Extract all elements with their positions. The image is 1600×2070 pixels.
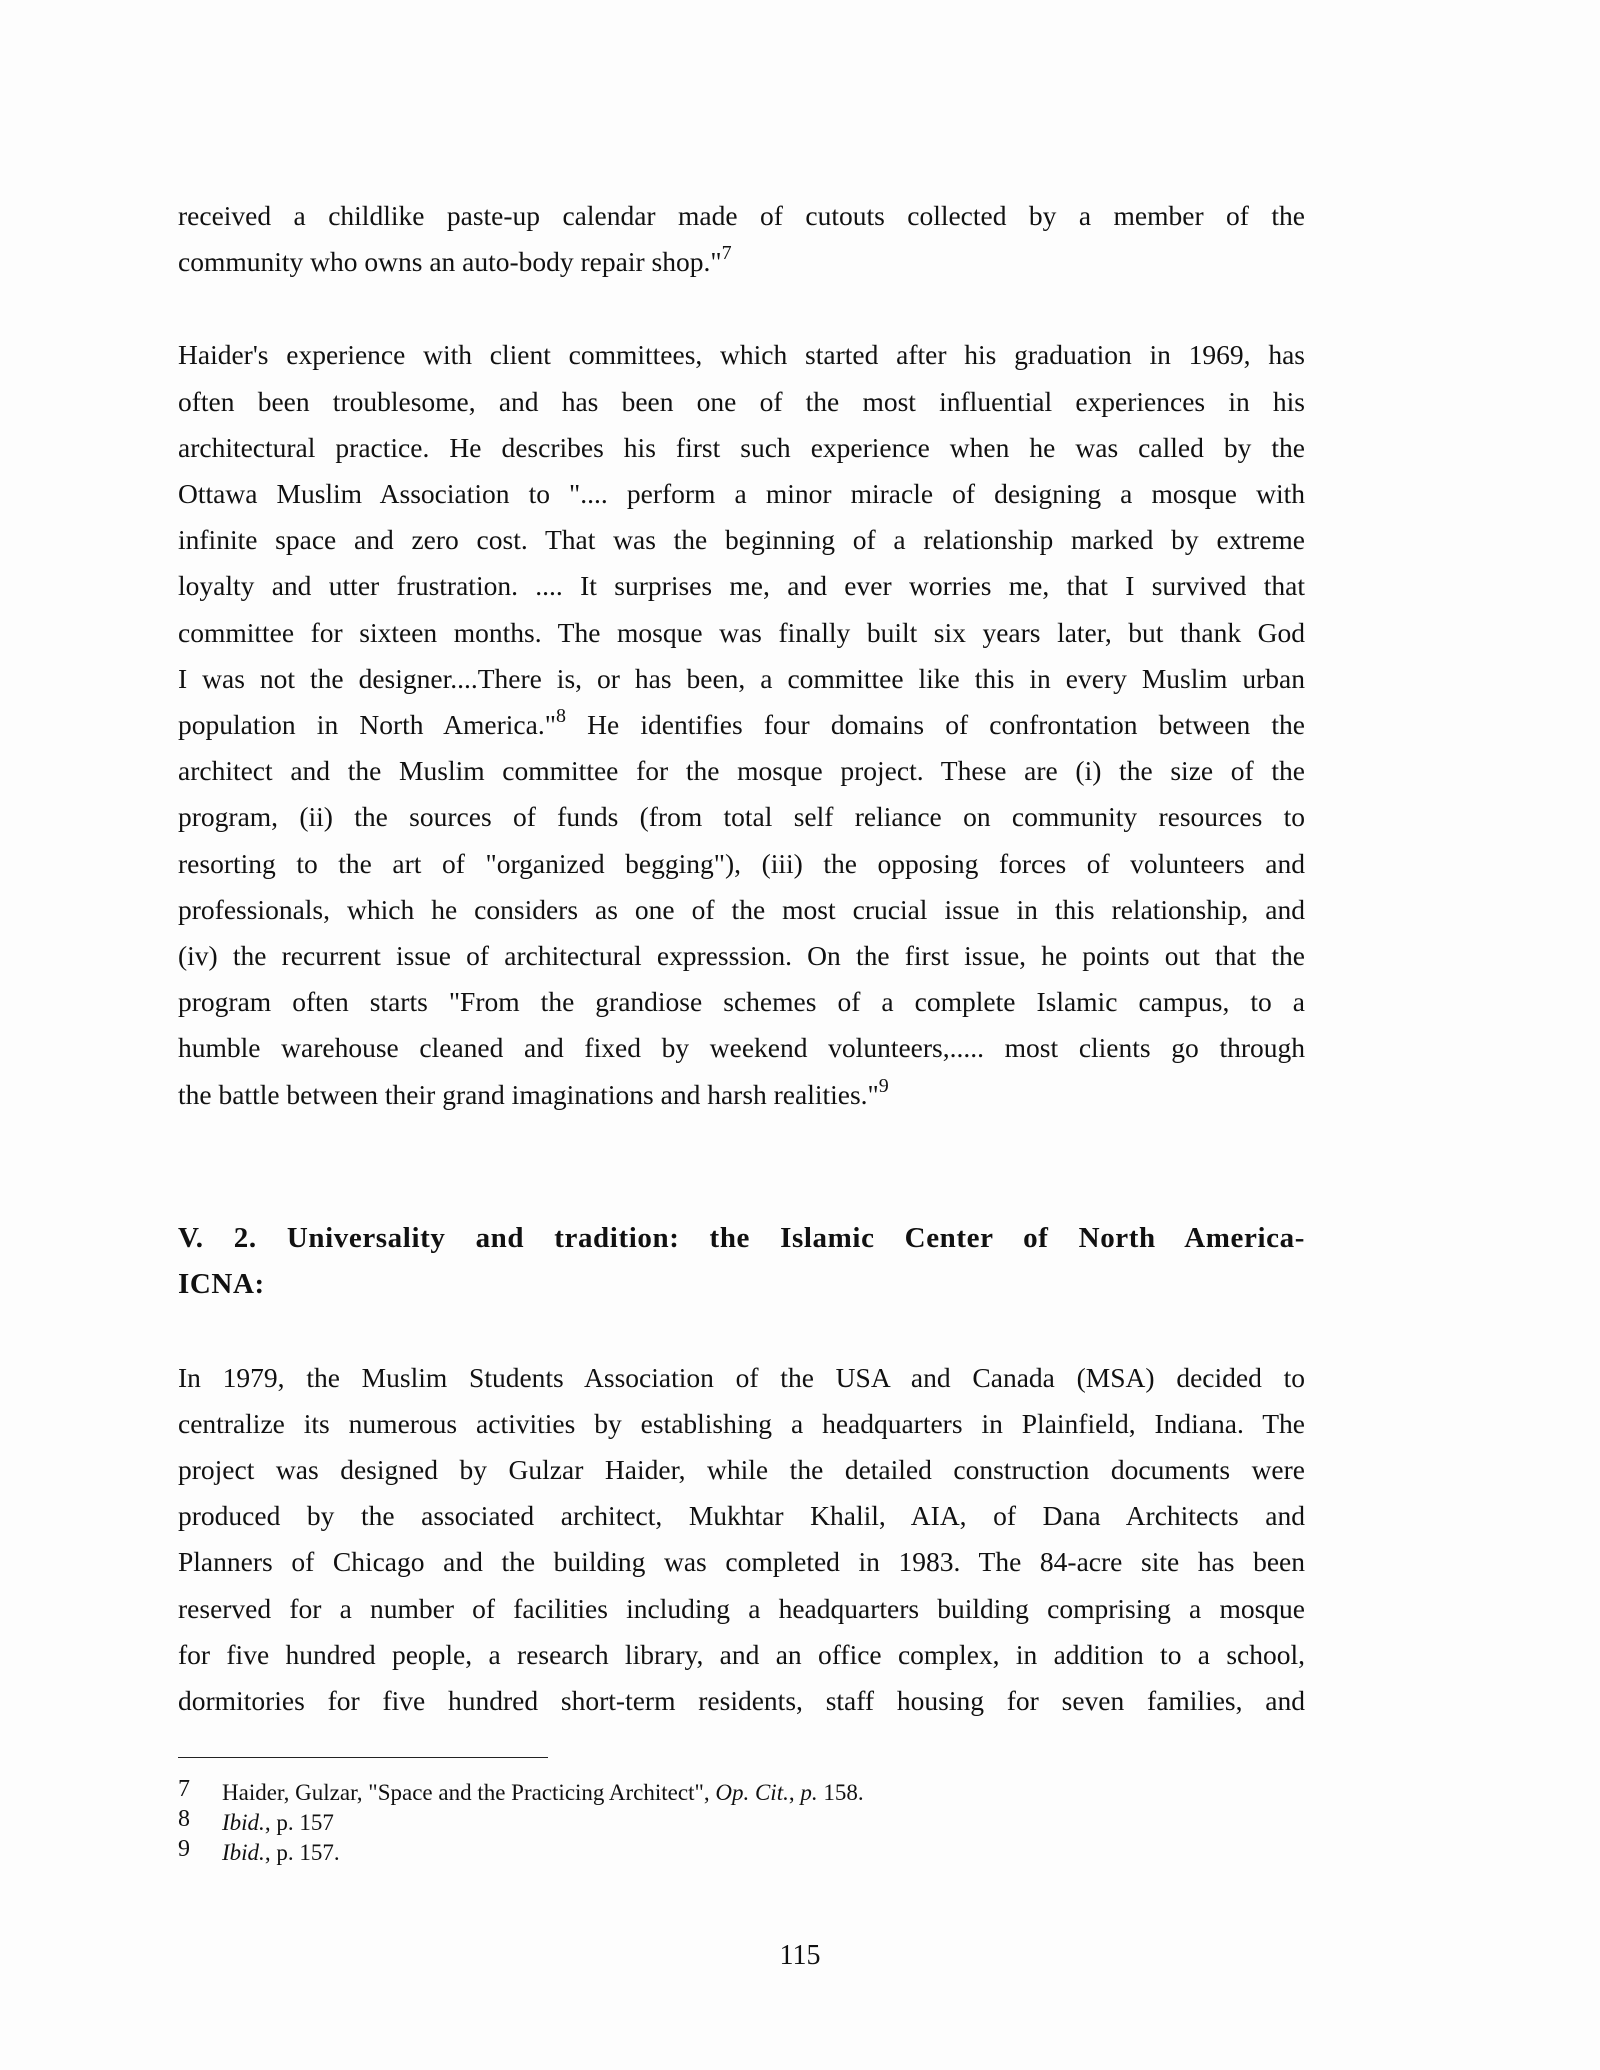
body-text: He identifies four domains of confrontation between the [587, 709, 1305, 740]
body-text-line: infinite space and zero cost. That was the beginning of a relationship marked by extreme [178, 524, 1305, 555]
body-text-line: professionals, which he considers as one of the most crucial issue in this relationship, and [178, 894, 1305, 925]
footnote-italic: p. [800, 1780, 818, 1805]
body-text-line: Ottawa Muslim Association to ".... perform a minor miracle of designing a mosque with [178, 478, 1305, 509]
body-text-line: (iv) the recurrent issue of architectural expresssion. On the first issue, he points out that the [178, 940, 1305, 971]
footnote-italic: Op. Cit. [715, 1780, 789, 1805]
footnote-text: , p. 157 [264, 1810, 334, 1835]
footnote-ref: 9 [878, 1075, 889, 1097]
footnote-italic: Ibid. [222, 1810, 265, 1835]
body-text-line: architectural practice. He describes his first such experience when he was called by the [178, 432, 1305, 463]
section-heading: V. 2. Universality and tradition: the Islamic Center of North America- [178, 1222, 1305, 1254]
body-text-line: received a childlike paste-up calendar made of cutouts collected by a member of the [178, 200, 1305, 231]
footnote-number: 9 [178, 1836, 190, 1862]
footnote-text: , p. 157. [264, 1840, 340, 1865]
section-heading-continued: ICNA: [178, 1268, 265, 1300]
body-text-line: committee for sixteen months. The mosque was finally built six years later, but thank God [178, 617, 1305, 648]
footnote-7 [178, 1778, 864, 1808]
body-text-line [178, 239, 1305, 285]
body-text-line [178, 1072, 1305, 1118]
body-text-line: resorting to the art of "organized begging"), (iii) the opposing forces of volunteers and [178, 848, 1305, 879]
body-text: community who owns an auto-body repair shop." [178, 246, 722, 277]
body-text-line: project was designed by Gulzar Haider, while the detailed construction documents were [178, 1454, 1305, 1485]
footnote-number: 8 [178, 1806, 190, 1832]
body-text-line: dormitories for five hundred short-term residents, staff housing for seven families, and [178, 1685, 1305, 1716]
body-text-line: centralize its numerous activities by establishing a headquarters in Plainfield, Indiana. The [178, 1408, 1305, 1439]
body-text-line: I was not the designer....There is, or has been, a committee like this in every Muslim urban [178, 663, 1305, 694]
body-text-line: program, (ii) the sources of funds (from total self reliance on community resources to [178, 801, 1305, 832]
page-number: 115 [779, 1940, 821, 1971]
body-text: population in North America." [178, 709, 556, 740]
footnote-number: 7 [178, 1776, 190, 1802]
footnote-text: Haider, Gulzar, "Space and the Practicing Architect", [222, 1780, 716, 1805]
footnote-italic: Ibid. [222, 1840, 265, 1865]
footnote-text: , [788, 1780, 801, 1805]
body-text-line: for five hundred people, a research library, and an office complex, in addition to a school, [178, 1639, 1305, 1670]
body-text-line: Planners of Chicago and the building was completed in 1983. The 84-acre site has been [178, 1546, 1305, 1577]
body-text-line: Haider's experience with client committees, which started after his graduation in 1969, has [178, 339, 1305, 370]
footnote-9 [178, 1838, 340, 1868]
body-text-line: humble warehouse cleaned and fixed by weekend volunteers,..... most clients go through [178, 1032, 1305, 1063]
footnote-ref: 7 [721, 242, 732, 264]
body-text-line: loyalty and utter frustration. .... It surprises me, and ever worries me, that I survived that [178, 570, 1305, 601]
body-text-line: In 1979, the Muslim Students Association of the USA and Canada (MSA) decided to [178, 1362, 1305, 1393]
footnote-divider [178, 1757, 548, 1758]
body-text: the battle between their grand imaginations and harsh realities." [178, 1079, 879, 1110]
footnote-text: 158. [817, 1780, 864, 1805]
body-text-line: program often starts "From the grandiose schemes of a complete Islamic campus, to a [178, 986, 1305, 1017]
footnote-ref: 8 [555, 705, 566, 727]
body-text-line: architect and the Muslim committee for the mosque project. These are (i) the size of the [178, 755, 1305, 786]
body-text-line [178, 702, 1305, 748]
body-text-line: often been troublesome, and has been one of the most influential experiences in his [178, 386, 1305, 417]
body-text-line: produced by the associated architect, Mukhtar Khalil, AIA, of Dana Architects and [178, 1500, 1305, 1531]
body-text-line: reserved for a number of facilities including a headquarters building comprising a mosque [178, 1593, 1305, 1624]
